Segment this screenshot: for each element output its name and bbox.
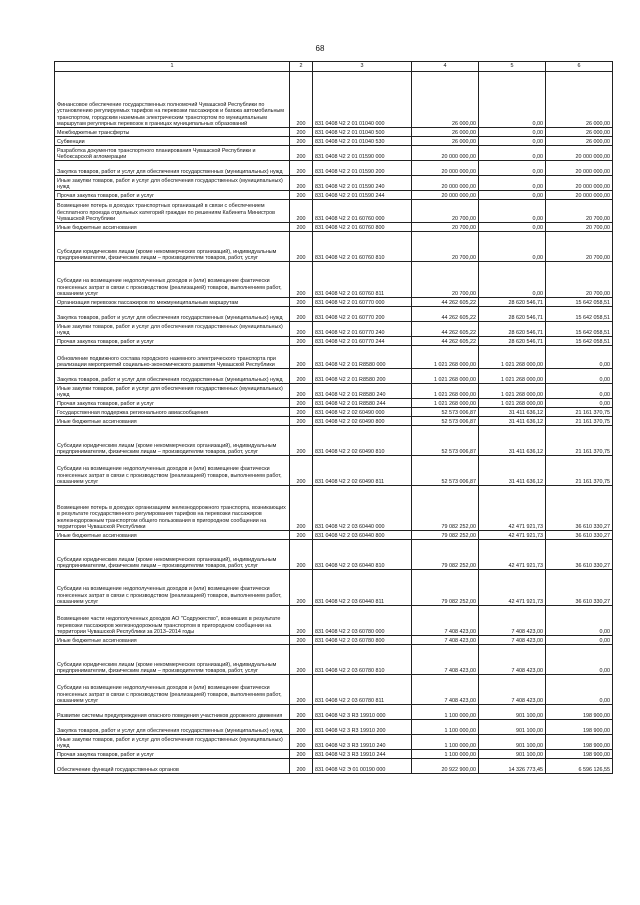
row-col6-cell: 20 700,00 xyxy=(546,223,613,232)
row-col5-cell: 0,00 xyxy=(479,72,546,128)
row-col4-cell: 1 021 268 000,00 xyxy=(412,369,479,384)
table-row xyxy=(55,200,613,223)
row-grbs-cell: 200 xyxy=(290,426,313,456)
row-col5-cell: 42 471 921,73 xyxy=(479,570,546,606)
row-name-cell: Субсидии юридическим лицам (кроме некоммерческих организаций), индивидуальным предпринимателям, физическим лицам – производителям товаров, работ, услуг xyxy=(55,645,290,675)
table-row xyxy=(55,426,613,456)
row-col4-cell: 20 700,00 xyxy=(412,262,479,298)
table-row xyxy=(55,384,613,399)
column-header-6: 6 xyxy=(546,62,613,72)
row-grbs-cell: 200 xyxy=(290,176,313,191)
table-row xyxy=(55,137,613,146)
row-col5-cell: 1 021 268 000,00 xyxy=(479,369,546,384)
row-col6-cell: 6 596 126,55 xyxy=(546,759,613,774)
row-col6-cell: 198 900,00 xyxy=(546,705,613,720)
row-col6-cell: 198 900,00 xyxy=(546,735,613,750)
row-code-cell: 831 0408 Ч2 2 01 01590 240 xyxy=(313,176,412,191)
row-col4-cell: 20 000 000,00 xyxy=(412,146,479,161)
row-code-cell: 831 0408 Ч2 2 01 60760 811 xyxy=(313,262,412,298)
table-row xyxy=(55,298,613,307)
row-code-cell: 831 0408 Ч2 2 01 R8580 200 xyxy=(313,369,412,384)
row-col5-cell: 901 100,00 xyxy=(479,750,546,759)
row-name-cell: Субсидии на возмещение недополученных доходов и (или) возмещение фактически понесенных затрат в связи с производством (реализацией) товаров, выполнением работ, оказанием услуг xyxy=(55,570,290,606)
row-grbs-cell: 200 xyxy=(290,636,313,645)
row-col4-cell: 1 100 000,00 xyxy=(412,720,479,735)
row-code-cell: 831 0408 Ч2 2 03 60440 811 xyxy=(313,570,412,606)
row-col6-cell: 26 000,00 xyxy=(546,128,613,137)
row-col6-cell: 21 161 370,75 xyxy=(546,426,613,456)
row-code-cell: 831 0408 Ч2 2 02 60490 000 xyxy=(313,408,412,417)
row-grbs-cell: 200 xyxy=(290,540,313,570)
row-col6-cell: 0,00 xyxy=(546,636,613,645)
row-code-cell: 831 0408 Ч2 3 R3 19910 200 xyxy=(313,720,412,735)
row-grbs-cell: 200 xyxy=(290,307,313,322)
column-header-4: 4 xyxy=(412,62,479,72)
row-col4-cell: 1 100 000,00 xyxy=(412,705,479,720)
row-code-cell: 831 0408 Ч2 3 R3 19910 000 xyxy=(313,705,412,720)
row-grbs-cell: 200 xyxy=(290,408,313,417)
row-col6-cell: 0,00 xyxy=(546,399,613,408)
row-grbs-cell: 200 xyxy=(290,750,313,759)
table-row xyxy=(55,337,613,346)
row-col6-cell: 0,00 xyxy=(546,369,613,384)
row-code-cell: 831 0408 Ч2 2 01 60760 800 xyxy=(313,223,412,232)
table-row xyxy=(55,759,613,774)
row-col4-cell: 7 408 423,00 xyxy=(412,606,479,636)
row-grbs-cell: 200 xyxy=(290,369,313,384)
row-name-cell: Прочая закупка товаров, работ и услуг xyxy=(55,399,290,408)
row-name-cell: Закупка товаров, работ и услуг для обеспечения государственных (муниципальных) нужд xyxy=(55,161,290,176)
row-grbs-cell: 200 xyxy=(290,417,313,426)
row-grbs-cell: 200 xyxy=(290,72,313,128)
row-name-cell: Возмещение потерь в доходах организациям железнодорожного транспорта, возникающих в результате государственного регулирования тарифов на перевозки пассажиров железнодорожным транспортом общего пользования в пригородном сообщении на территории Чувашской Республики xyxy=(55,486,290,531)
row-col5-cell: 1 021 268 000,00 xyxy=(479,346,546,369)
row-col5-cell: 31 411 636,12 xyxy=(479,456,546,486)
column-header-1: 1 xyxy=(55,62,290,72)
row-code-cell: 831 0408 Ч2 2 03 60440 800 xyxy=(313,531,412,540)
row-col5-cell: 42 471 921,73 xyxy=(479,540,546,570)
row-col6-cell: 0,00 xyxy=(546,645,613,675)
row-grbs-cell: 200 xyxy=(290,705,313,720)
header-row xyxy=(55,62,613,72)
row-col6-cell: 36 610 330,27 xyxy=(546,531,613,540)
row-col5-cell: 31 411 636,12 xyxy=(479,417,546,426)
row-grbs-cell: 200 xyxy=(290,146,313,161)
row-col4-cell: 20 922 900,00 xyxy=(412,759,479,774)
row-col5-cell: 28 620 546,71 xyxy=(479,298,546,307)
row-col5-cell: 0,00 xyxy=(479,200,546,223)
row-col4-cell: 20 700,00 xyxy=(412,232,479,262)
row-code-cell: 831 0408 Ч2 2 03 60780 811 xyxy=(313,675,412,705)
row-code-cell: 831 0408 Ч2 2 02 60490 811 xyxy=(313,456,412,486)
row-name-cell: Субсидии юридическим лицам (кроме некоммерческих организаций), индивидуальным предпринимателям, физическим лицам – производителям товаров, работ, услуг xyxy=(55,540,290,570)
row-col5-cell: 1 021 268 000,00 xyxy=(479,384,546,399)
row-col5-cell: 28 620 546,71 xyxy=(479,322,546,337)
row-col6-cell: 15 642 058,51 xyxy=(546,337,613,346)
table-row xyxy=(55,456,613,486)
row-code-cell: 831 0408 Ч2 2 01 R8580 000 xyxy=(313,346,412,369)
row-col5-cell: 42 471 921,73 xyxy=(479,531,546,540)
row-col4-cell: 79 082 252,00 xyxy=(412,531,479,540)
row-name-cell: Иные закупки товаров, работ и услуг для обеспечения государственных (муниципальных) нужд xyxy=(55,735,290,750)
row-name-cell: Прочая закупка товаров, работ и услуг xyxy=(55,337,290,346)
row-col5-cell: 42 471 921,73 xyxy=(479,486,546,531)
table-row xyxy=(55,570,613,606)
row-grbs-cell: 200 xyxy=(290,675,313,705)
row-col5-cell: 7 408 423,00 xyxy=(479,675,546,705)
row-grbs-cell: 200 xyxy=(290,399,313,408)
row-col4-cell: 26 000,00 xyxy=(412,128,479,137)
row-code-cell: 831 0408 Ч2 2 03 60440 000 xyxy=(313,486,412,531)
row-name-cell: Закупка товаров, работ и услуг для обеспечения государственных (муниципальных) нужд xyxy=(55,720,290,735)
row-col6-cell: 21 161 370,75 xyxy=(546,417,613,426)
row-code-cell: 831 0408 Ч2 2 02 60490 810 xyxy=(313,426,412,456)
row-col4-cell: 26 000,00 xyxy=(412,137,479,146)
table-row xyxy=(55,735,613,750)
table-row xyxy=(55,606,613,636)
row-col5-cell: 31 411 636,12 xyxy=(479,426,546,456)
row-col4-cell: 79 082 252,00 xyxy=(412,570,479,606)
row-code-cell: 831 0408 Ч2 2 01 01040 500 xyxy=(313,128,412,137)
row-col6-cell: 20 700,00 xyxy=(546,200,613,223)
row-col6-cell: 20 000 000,00 xyxy=(546,176,613,191)
row-name-cell: Финансовое обеспечение государственных полномочий Чувашской Республики по установлению регулируемых тарифов на перевозки пассажиров и багажа автомобильным транспортом, городским наземным электрическим транспортом по муниципальным маршрутам регулярных перевозок в границах муниципальных образований xyxy=(55,72,290,128)
table-row xyxy=(55,645,613,675)
row-col5-cell: 7 408 423,00 xyxy=(479,645,546,675)
table-row xyxy=(55,176,613,191)
row-col4-cell: 26 000,00 xyxy=(412,72,479,128)
row-name-cell: Обновление подвижного состава городского наземного электрического транспорта при реализации мероприятий социально-экономического развития Чувашской Республики xyxy=(55,346,290,369)
row-col6-cell: 20 000 000,00 xyxy=(546,191,613,200)
row-col6-cell: 20 000 000,00 xyxy=(546,146,613,161)
table-row xyxy=(55,322,613,337)
row-col6-cell: 26 000,00 xyxy=(546,72,613,128)
row-col4-cell: 7 408 423,00 xyxy=(412,675,479,705)
row-name-cell: Иные бюджетные ассигнования xyxy=(55,223,290,232)
row-name-cell: Разработка документов транспортного планирования Чувашской Республики и Чебоксарской агломерации xyxy=(55,146,290,161)
row-grbs-cell: 200 xyxy=(290,606,313,636)
row-col5-cell: 0,00 xyxy=(479,191,546,200)
row-name-cell: Субвенции xyxy=(55,137,290,146)
table-body xyxy=(55,72,613,774)
row-col6-cell: 20 700,00 xyxy=(546,262,613,298)
column-header-5: 5 xyxy=(479,62,546,72)
table-row xyxy=(55,408,613,417)
row-name-cell: Иные бюджетные ассигнования xyxy=(55,417,290,426)
row-col6-cell: 36 610 330,27 xyxy=(546,486,613,531)
row-name-cell: Развитие системы предупреждения опасного поведения участников дорожного движения xyxy=(55,705,290,720)
row-grbs-cell: 200 xyxy=(290,298,313,307)
row-code-cell: 831 0408 Ч2 2 01 60770 200 xyxy=(313,307,412,322)
row-col5-cell: 0,00 xyxy=(479,146,546,161)
row-code-cell: 831 0408 Ч2 2 03 60780 810 xyxy=(313,645,412,675)
row-name-cell: Субсидии на возмещение недополученных доходов и (или) возмещение фактически понесенных затрат в связи с производством (реализацией) товаров, выполнением работ, оказанием услуг xyxy=(55,262,290,298)
row-col5-cell: 0,00 xyxy=(479,128,546,137)
table-row xyxy=(55,675,613,705)
table-row xyxy=(55,232,613,262)
row-code-cell: 831 0408 Ч2 Э 01 00190 000 xyxy=(313,759,412,774)
row-col5-cell: 28 620 546,71 xyxy=(479,337,546,346)
row-grbs-cell: 200 xyxy=(290,346,313,369)
row-name-cell: Иные закупки товаров, работ и услуг для обеспечения государственных (муниципальных) нужд xyxy=(55,322,290,337)
row-grbs-cell: 200 xyxy=(290,720,313,735)
row-code-cell: 831 0408 Ч2 2 01 R8580 244 xyxy=(313,399,412,408)
row-col5-cell: 7 408 423,00 xyxy=(479,636,546,645)
row-grbs-cell: 200 xyxy=(290,161,313,176)
table-row xyxy=(55,720,613,735)
row-col4-cell: 1 021 268 000,00 xyxy=(412,399,479,408)
row-grbs-cell: 200 xyxy=(290,337,313,346)
row-grbs-cell: 200 xyxy=(290,223,313,232)
row-col5-cell: 0,00 xyxy=(479,176,546,191)
table-row xyxy=(55,262,613,298)
row-col6-cell: 21 161 370,75 xyxy=(546,456,613,486)
row-grbs-cell: 200 xyxy=(290,456,313,486)
row-col5-cell: 0,00 xyxy=(479,223,546,232)
row-code-cell: 831 0408 Ч2 2 03 60440 810 xyxy=(313,540,412,570)
row-code-cell: 831 0408 Ч2 2 01 01040 530 xyxy=(313,137,412,146)
table-row xyxy=(55,128,613,137)
row-grbs-cell: 200 xyxy=(290,570,313,606)
row-code-cell: 831 0408 Ч2 2 01 R8580 240 xyxy=(313,384,412,399)
row-col5-cell: 0,00 xyxy=(479,232,546,262)
row-code-cell: 831 0408 Ч2 3 R3 19910 240 xyxy=(313,735,412,750)
row-code-cell: 831 0408 Ч2 2 03 60780 000 xyxy=(313,606,412,636)
row-col6-cell: 198 900,00 xyxy=(546,720,613,735)
table-row xyxy=(55,705,613,720)
row-code-cell: 831 0408 Ч2 2 03 60780 800 xyxy=(313,636,412,645)
row-name-cell: Межбюджетные трансферты xyxy=(55,128,290,137)
row-col4-cell: 20 000 000,00 xyxy=(412,191,479,200)
row-col4-cell: 20 000 000,00 xyxy=(412,176,479,191)
page-number: 68 xyxy=(315,44,325,53)
row-col4-cell: 44 262 605,22 xyxy=(412,337,479,346)
row-code-cell: 831 0408 Ч2 2 01 60770 240 xyxy=(313,322,412,337)
row-col4-cell: 52 573 006,87 xyxy=(412,408,479,417)
table-row xyxy=(55,346,613,369)
row-name-cell: Иные бюджетные ассигнования xyxy=(55,636,290,645)
row-grbs-cell: 200 xyxy=(290,232,313,262)
row-code-cell: 831 0408 Ч2 2 01 60770 244 xyxy=(313,337,412,346)
table-row xyxy=(55,191,613,200)
row-col6-cell: 15 642 058,51 xyxy=(546,298,613,307)
row-code-cell: 831 0408 Ч2 3 R3 19910 244 xyxy=(313,750,412,759)
table-row xyxy=(55,750,613,759)
column-header-2: 2 xyxy=(290,62,313,72)
row-code-cell: 831 0408 Ч2 2 01 01590 200 xyxy=(313,161,412,176)
row-col6-cell: 36 610 330,27 xyxy=(546,540,613,570)
row-name-cell: Государственная поддержка регионального авиасообщения xyxy=(55,408,290,417)
table-row xyxy=(55,72,613,128)
row-col5-cell: 1 021 268 000,00 xyxy=(479,399,546,408)
row-col6-cell: 26 000,00 xyxy=(546,137,613,146)
row-col6-cell: 0,00 xyxy=(546,346,613,369)
row-col5-cell: 28 620 546,71 xyxy=(479,307,546,322)
row-name-cell: Закупка товаров, работ и услуг для обеспечения государственных (муниципальных) нужд xyxy=(55,369,290,384)
row-grbs-cell: 200 xyxy=(290,262,313,298)
row-col5-cell: 0,00 xyxy=(479,161,546,176)
row-col4-cell: 52 573 006,87 xyxy=(412,456,479,486)
row-col4-cell: 52 573 006,87 xyxy=(412,417,479,426)
row-col6-cell: 20 700,00 xyxy=(546,232,613,262)
row-name-cell: Иные бюджетные ассигнования xyxy=(55,531,290,540)
row-col6-cell: 20 000 000,00 xyxy=(546,161,613,176)
row-grbs-cell: 200 xyxy=(290,531,313,540)
row-grbs-cell: 200 xyxy=(290,191,313,200)
row-col6-cell: 36 610 330,27 xyxy=(546,570,613,606)
row-name-cell: Субсидии на возмещение недополученных доходов и (или) возмещение фактически понесенных затрат в связи с производством (реализацией) товаров, выполнением работ, оказанием услуг xyxy=(55,675,290,705)
row-grbs-cell: 200 xyxy=(290,735,313,750)
column-header-3: 3 xyxy=(313,62,412,72)
row-col4-cell: 79 082 252,00 xyxy=(412,540,479,570)
row-col6-cell: 15 642 058,51 xyxy=(546,322,613,337)
row-grbs-cell: 200 xyxy=(290,200,313,223)
row-code-cell: 831 0408 Ч2 2 01 60760 000 xyxy=(313,200,412,223)
table-row xyxy=(55,369,613,384)
row-grbs-cell: 200 xyxy=(290,322,313,337)
table-row xyxy=(55,417,613,426)
row-name-cell: Прочая закупка товаров, работ и услуг xyxy=(55,750,290,759)
row-col5-cell: 0,00 xyxy=(479,262,546,298)
table-row xyxy=(55,531,613,540)
row-col4-cell: 1 021 268 000,00 xyxy=(412,384,479,399)
row-code-cell: 831 0408 Ч2 2 01 01040 000 xyxy=(313,72,412,128)
row-col5-cell: 14 326 773,45 xyxy=(479,759,546,774)
row-name-cell: Субсидии на возмещение недополученных доходов и (или) возмещение фактически понесенных затрат в связи с производством (реализацией) товаров, выполнением работ, оказанием услуг xyxy=(55,456,290,486)
table-row xyxy=(55,146,613,161)
row-name-cell: Организация перевозок пассажиров по межмуниципальным маршрутам xyxy=(55,298,290,307)
row-col6-cell: 15 642 058,51 xyxy=(546,307,613,322)
row-col6-cell: 0,00 xyxy=(546,384,613,399)
row-col6-cell: 0,00 xyxy=(546,675,613,705)
row-code-cell: 831 0408 Ч2 2 01 01590 000 xyxy=(313,146,412,161)
row-col4-cell: 44 262 605,22 xyxy=(412,307,479,322)
row-name-cell: Возмещение части недополученных доходов АО "Содружество", возникших в результате перевозки пассажиров железнодорожным транспортом в пригородном сообщении на территории Чувашской Республики за 2013–2014 годы xyxy=(55,606,290,636)
row-name-cell: Субсидии юридическим лицам (кроме некоммерческих организаций), индивидуальным предпринимателям, физическим лицам – производителям товаров, работ, услуг xyxy=(55,232,290,262)
row-grbs-cell: 200 xyxy=(290,384,313,399)
row-col4-cell: 44 262 605,22 xyxy=(412,298,479,307)
table-row xyxy=(55,307,613,322)
row-name-cell: Обеспечение функций государственных органов xyxy=(55,759,290,774)
row-code-cell: 831 0408 Ч2 2 01 60770 000 xyxy=(313,298,412,307)
row-col5-cell: 31 411 636,12 xyxy=(479,408,546,417)
row-col4-cell: 44 262 605,22 xyxy=(412,322,479,337)
row-grbs-cell: 200 xyxy=(290,128,313,137)
row-grbs-cell: 200 xyxy=(290,137,313,146)
table-row xyxy=(55,486,613,531)
row-grbs-cell: 200 xyxy=(290,645,313,675)
row-col4-cell: 52 573 006,87 xyxy=(412,426,479,456)
row-col6-cell: 21 161 370,75 xyxy=(546,408,613,417)
row-col4-cell: 79 082 252,00 xyxy=(412,486,479,531)
row-col6-cell: 198 900,00 xyxy=(546,750,613,759)
row-col4-cell: 1 021 268 000,00 xyxy=(412,346,479,369)
row-code-cell: 831 0408 Ч2 2 01 60760 810 xyxy=(313,232,412,262)
row-col5-cell: 0,00 xyxy=(479,137,546,146)
row-col4-cell: 1 100 000,00 xyxy=(412,750,479,759)
row-col4-cell: 7 408 423,00 xyxy=(412,636,479,645)
row-grbs-cell: 200 xyxy=(290,759,313,774)
row-name-cell: Субсидии юридическим лицам (кроме некоммерческих организаций), индивидуальным предпринимателям, физическим лицам – производителям товаров, работ, услуг xyxy=(55,426,290,456)
row-col4-cell: 7 408 423,00 xyxy=(412,645,479,675)
row-col4-cell: 1 100 000,00 xyxy=(412,735,479,750)
table-row xyxy=(55,223,613,232)
row-name-cell: Прочая закупка товаров, работ и услуг xyxy=(55,191,290,200)
table-row xyxy=(55,399,613,408)
row-name-cell: Возмещение потерь в доходах транспортных организаций в связи с обеспечением бесплатного проезда отдельных категорий граждан по решениям Кабинета Министров Чувашской Республики xyxy=(55,200,290,223)
budget-table xyxy=(54,61,613,774)
row-code-cell: 831 0408 Ч2 2 01 01590 244 xyxy=(313,191,412,200)
row-col4-cell: 20 700,00 xyxy=(412,223,479,232)
row-col4-cell: 20 700,00 xyxy=(412,200,479,223)
row-code-cell: 831 0408 Ч2 2 02 60490 800 xyxy=(313,417,412,426)
row-name-cell: Закупка товаров, работ и услуг для обеспечения государственных (муниципальных) нужд xyxy=(55,307,290,322)
row-col6-cell: 0,00 xyxy=(546,606,613,636)
row-col5-cell: 901 100,00 xyxy=(479,705,546,720)
row-grbs-cell: 200 xyxy=(290,486,313,531)
row-col5-cell: 901 100,00 xyxy=(479,735,546,750)
table-row xyxy=(55,540,613,570)
row-col4-cell: 20 000 000,00 xyxy=(412,161,479,176)
table-row xyxy=(55,161,613,176)
row-name-cell: Иные закупки товаров, работ и услуг для обеспечения государственных (муниципальных) нужд xyxy=(55,176,290,191)
row-col5-cell: 901 100,00 xyxy=(479,720,546,735)
table-row xyxy=(55,636,613,645)
row-name-cell: Иные закупки товаров, работ и услуг для обеспечения государственных (муниципальных) нужд xyxy=(55,384,290,399)
row-col5-cell: 7 408 423,00 xyxy=(479,606,546,636)
